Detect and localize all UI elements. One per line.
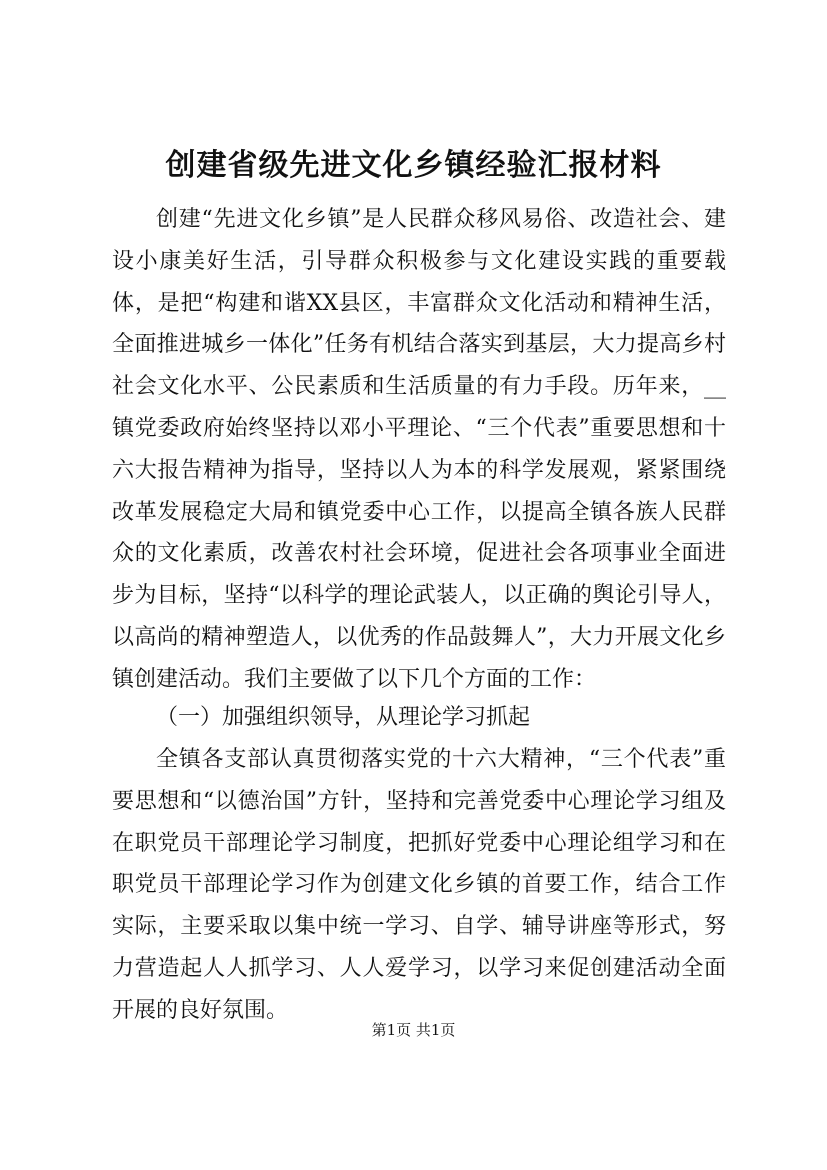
body-paragraph-section-one: 全镇各支部认真贯彻落实党的十六大精神，“三个代表”重要思想和“以德治国”方针，坚持和完善党委中心理论学习组及在职党员干部理论学习制度，把抓好党委中心理论组学习和在职党员干部理论学习作为创建文化乡镇的首要工作，结合工作实际，主要采取以集中统一学习、自学、辅导讲座等形式，努力营造起人人抓学习、人人爱学习，以学习来促创建活动全面开展的良好氛围。 (112, 747, 726, 1023)
body-paragraph-intro: 创建“先进文化乡镇”是人民群众移风易俗、改造社会、建设小康美好生活，引导群众积极参与文化建设实践的重要载体，是把“构建和谐XX县区，丰富群众文化活动和精神生活，全面推进城乡一体化”任务有机结合落实到基层，大力提高乡村社会文化水平、公民素质和生活质量的有力手段。历年来，__镇党委政府始终坚持以邓小平理论、“三个代表”重要思想和十六大报告精神为指导，坚持以人为本的科学发展观，紧紧围绕改革发展稳定大局和镇党委中心工作，以提高全镇各族人民群众的文化素质，改善农村社会环境，促进社会各项事业全面进步为目标，坚持“以科学的理论武装人，以正确的舆论引导人，以高尚的精神塑造人，以优秀的作品鼓舞人”，大力开展文化乡镇创建活动。我们主要做了以下几个方面的工作： (112, 207, 726, 692)
document-title: 创建省级先进文化乡镇经验汇报材料 (165, 148, 662, 183)
section-heading: （一）加强组织领导，从理论学习抓起 (156, 705, 531, 730)
page-footer: 第1页 共1页 (371, 1021, 456, 1039)
